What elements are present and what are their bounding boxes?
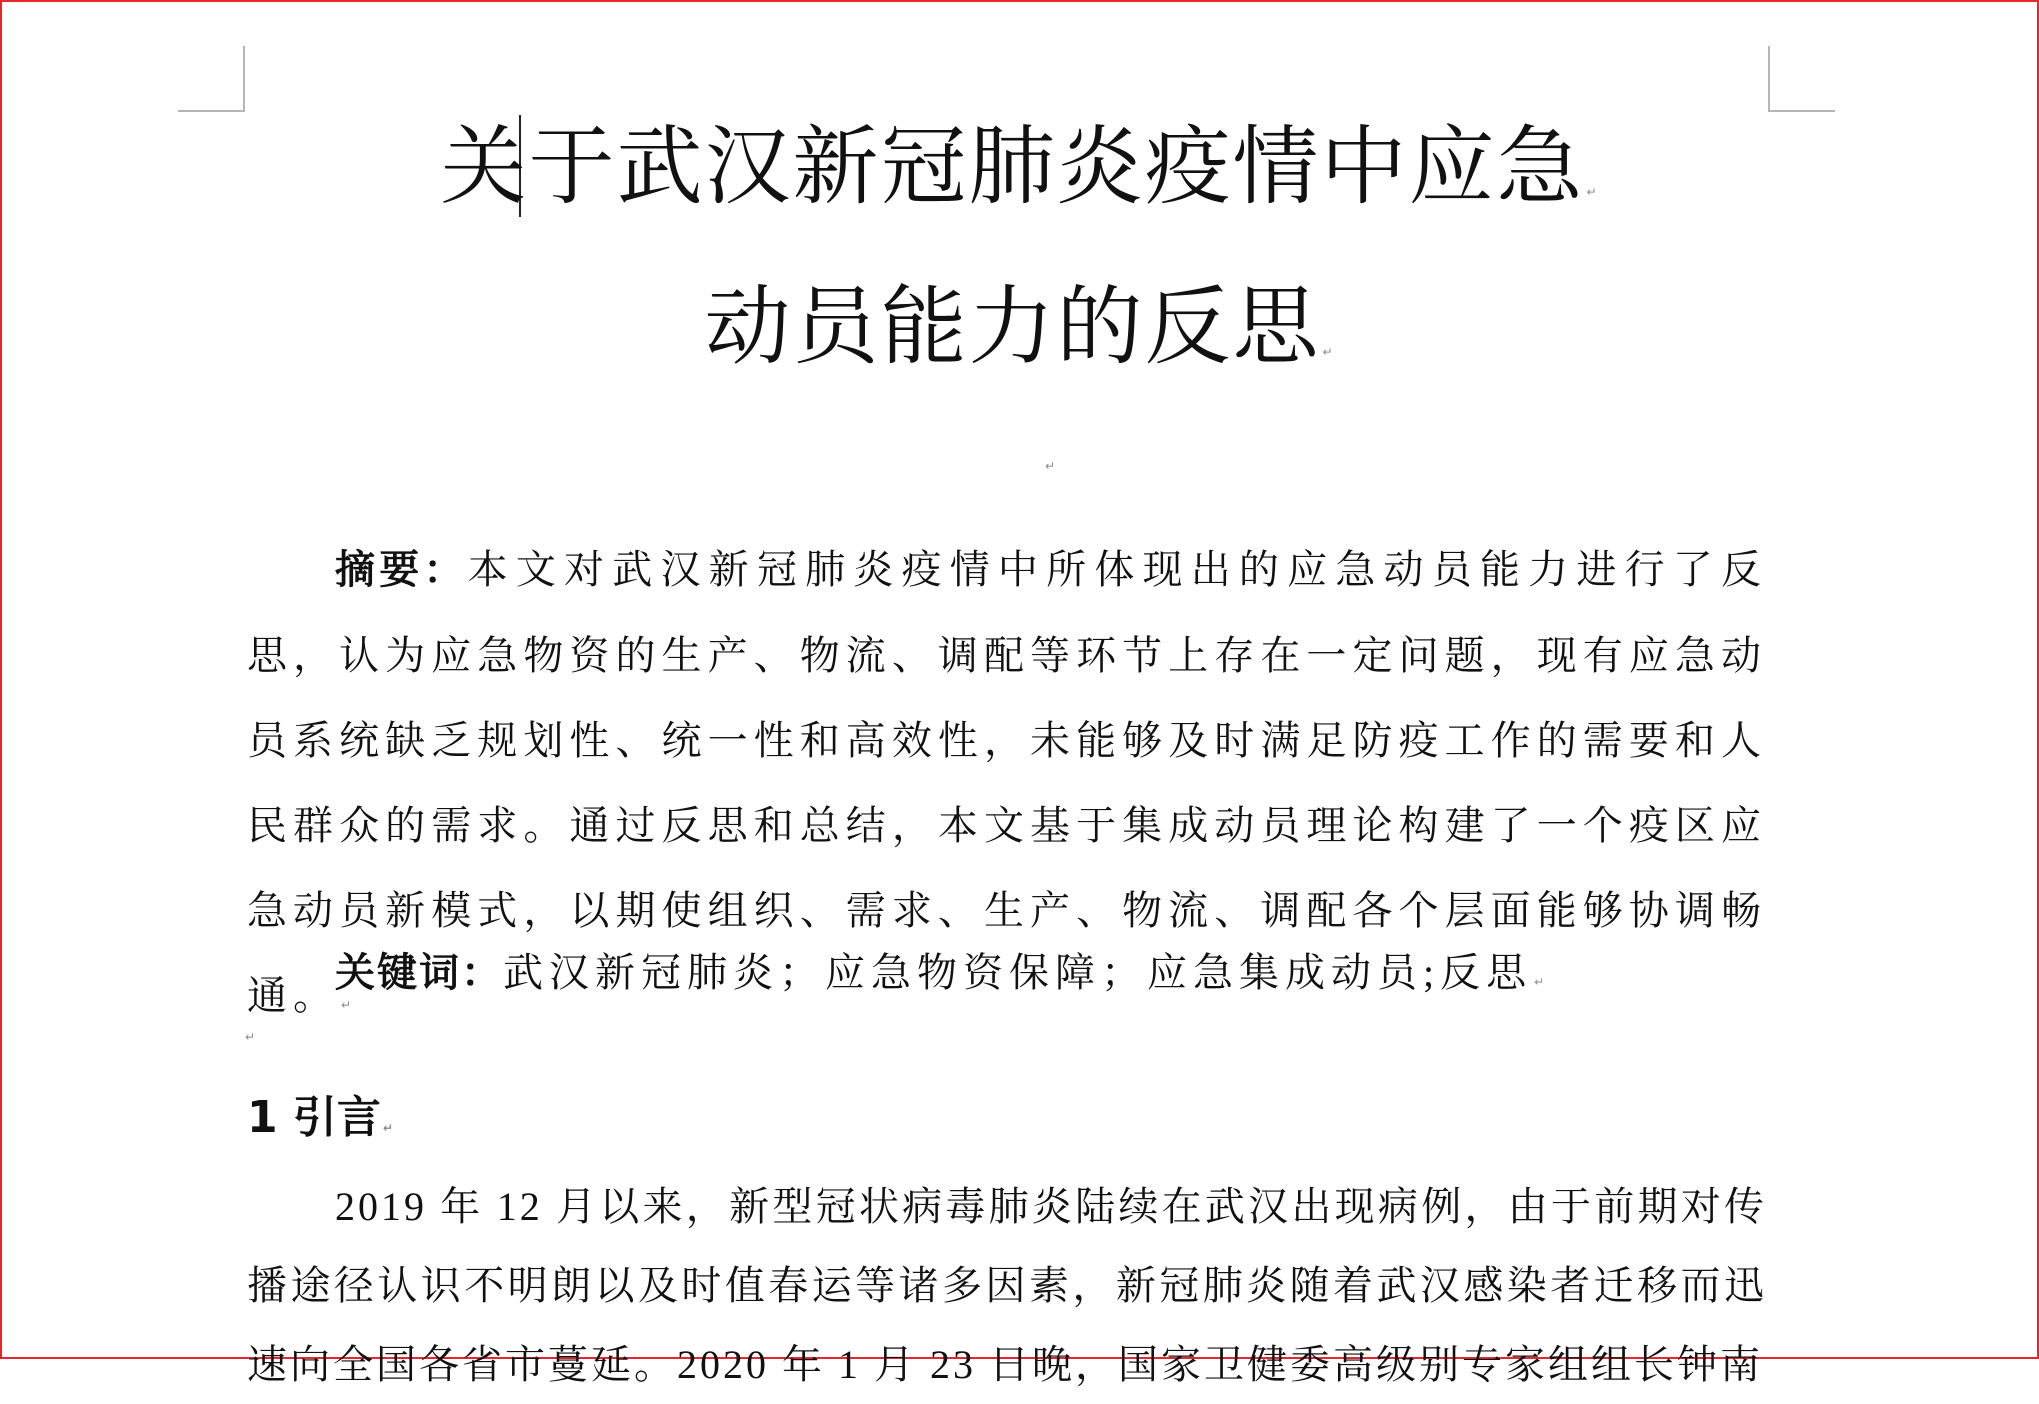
introduction-paragraph[interactable]	[247, 1167, 1767, 1404]
introduction-text: 2019 年 12 月以来，新型冠状病毒肺炎陆续在武汉出现病例，由于前期对传播途径认识不明朗以及时值春运等诸多因素，新冠肺炎随着武汉感染者迁移而迅速向全国各省市蔓延。2020 年 1 月 23 日晚，国家卫健委高级别专家组组长钟南	[247, 1184, 1767, 1387]
keywords-text: 武汉新冠肺炎；应急物资保障；应急集成动员;反思	[503, 950, 1533, 995]
abstract-label: 摘要：	[335, 547, 468, 593]
abstract-text: 本文对武汉新冠肺炎疫情中所体现出的应急动员能力进行了反思，认为应急物资的生产、物流、调配等环节上存在一定问题，现有应急动员系统缺乏规划性、统一性和高效性，未能够及时满足防疫工作的需要和人民群众的需求。通过反思和总结，本文基于集成动员理论构建了一个疫区应急动员新模式，以期使组织、需求、生产、物流、调配各个层面能够协调畅通。	[247, 547, 1768, 1018]
crop-mark-top-right	[1768, 110, 1835, 112]
title-text: 动员能力的反思	[704, 277, 1321, 377]
paragraph-mark-icon: ↵	[1045, 459, 1056, 473]
crop-mark-top-left	[243, 46, 245, 112]
paragraph-mark-icon: ↵	[1322, 345, 1335, 359]
document-page	[2, 2, 2037, 1387]
keywords-label: 关键词：	[335, 950, 503, 996]
crop-mark-top-left	[178, 110, 245, 112]
paragraph-mark-icon: ↵	[341, 998, 358, 1012]
section-heading-introduction[interactable]	[247, 1086, 393, 1160]
paragraph-mark-icon: ↵	[1586, 185, 1599, 199]
title-text: 关于武汉新冠肺炎疫情中应急	[440, 117, 1585, 217]
keywords-paragraph[interactable]	[247, 941, 1767, 1014]
paragraph-mark-icon: ↵	[382, 1121, 393, 1135]
section-heading-text: 1 引言	[247, 1092, 381, 1143]
crop-mark-top-right	[1768, 46, 1770, 112]
paragraph-mark-icon: ↵	[245, 1030, 256, 1044]
document-title-line-2[interactable]	[2, 277, 2037, 402]
document-title-line-1[interactable]	[2, 117, 2037, 242]
paragraph-mark-icon: ↵	[1534, 975, 1551, 989]
